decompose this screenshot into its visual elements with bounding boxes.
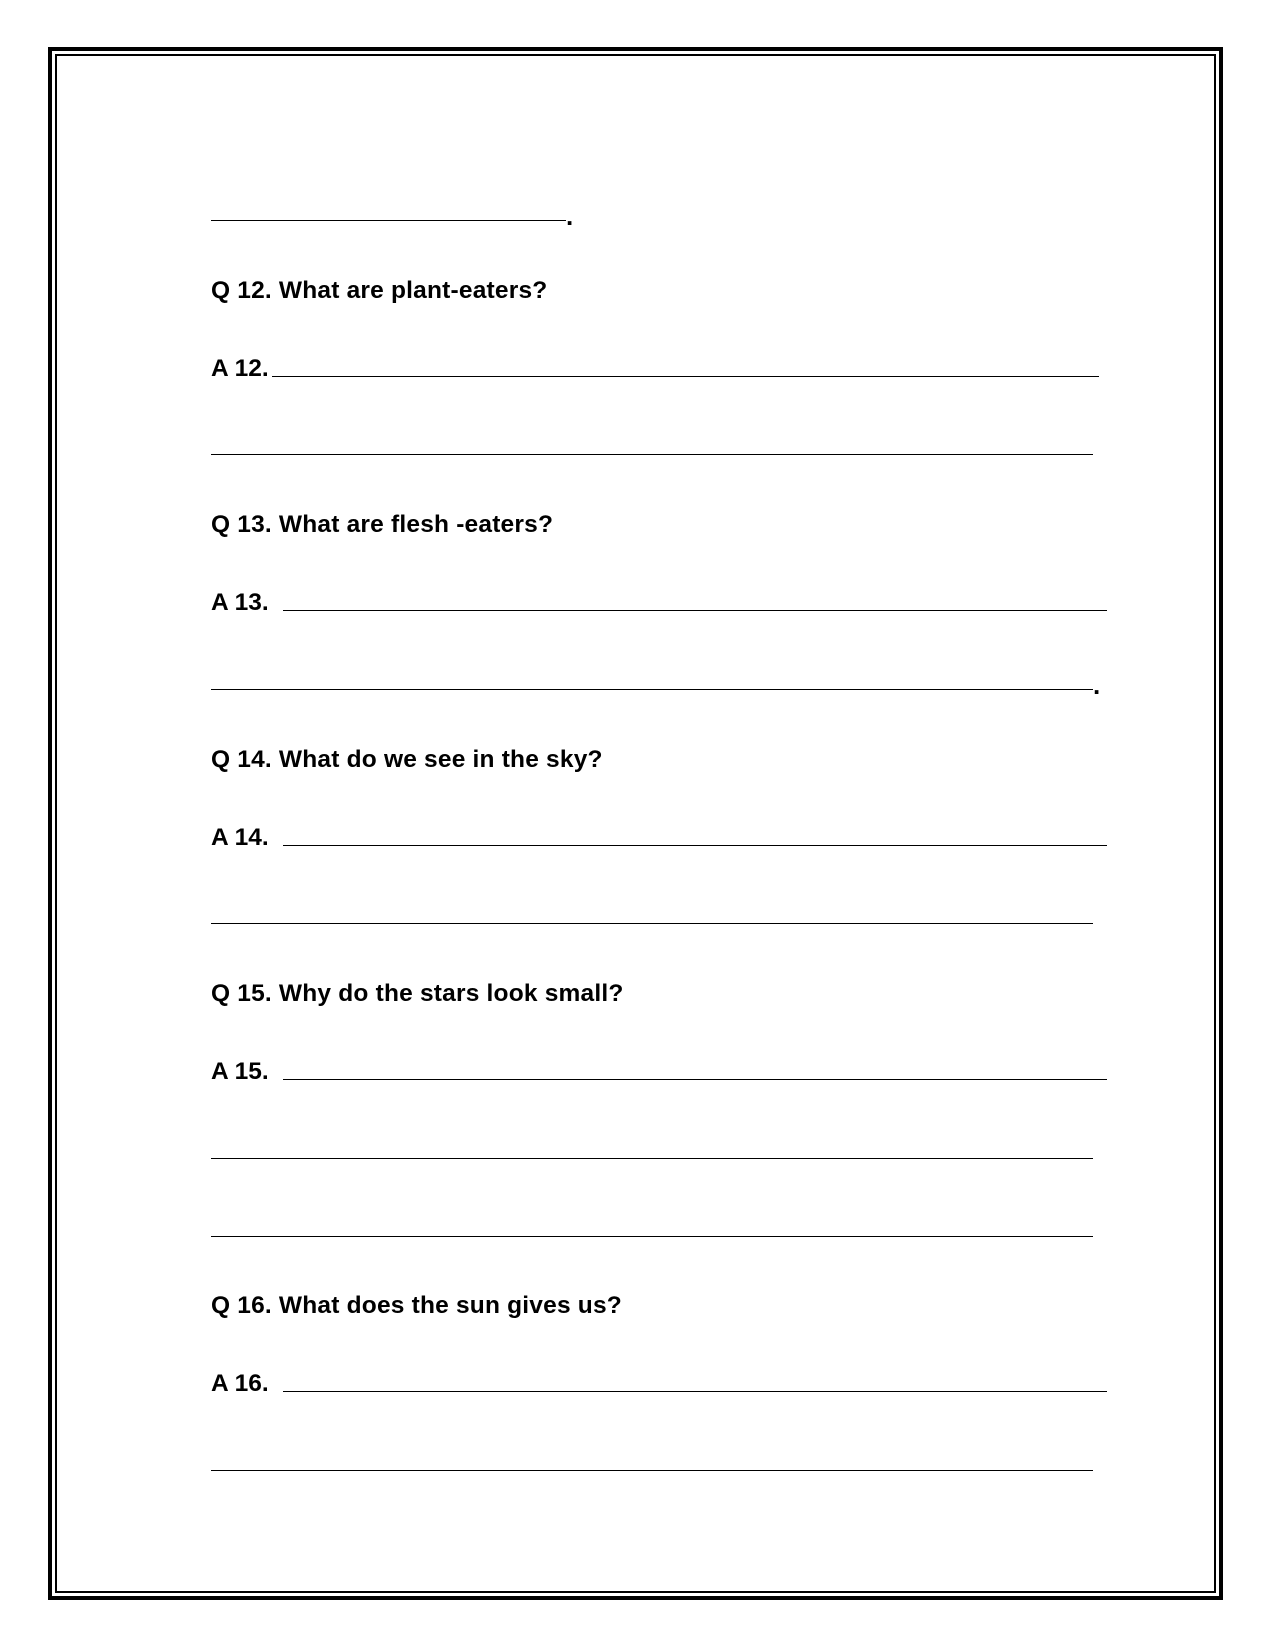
answer-line-15-2[interactable] xyxy=(211,1158,1093,1159)
answer-line-14-1[interactable] xyxy=(283,845,1107,846)
answer-line-12-2[interactable] xyxy=(211,454,1093,455)
question-13: Q 13. What are flesh -eaters? xyxy=(211,511,554,538)
answer-label-14: A 14. xyxy=(211,824,269,851)
answer-label-12: A 12. xyxy=(211,355,269,382)
line-end-period: . xyxy=(566,201,574,231)
answer-label-16: A 16. xyxy=(211,1370,269,1397)
question-12: Q 12. What are plant-eaters? xyxy=(211,277,548,304)
answer-line-13-2[interactable] xyxy=(211,689,1093,690)
answer-line-12-1[interactable] xyxy=(272,376,1099,377)
answer-line-carryover[interactable] xyxy=(211,220,566,221)
answer-label-13: A 13. xyxy=(211,589,269,616)
answer-line-15-1[interactable] xyxy=(283,1079,1107,1080)
answer-line-16-2[interactable] xyxy=(211,1470,1093,1471)
answer-label-15: A 15. xyxy=(211,1058,269,1085)
answer-line-13-1[interactable] xyxy=(283,610,1107,611)
line-end-period: . xyxy=(1093,670,1101,700)
answer-line-15-3[interactable] xyxy=(211,1236,1093,1237)
question-16: Q 16. What does the sun gives us? xyxy=(211,1292,622,1319)
answer-line-16-1[interactable] xyxy=(283,1391,1107,1392)
question-15: Q 15. Why do the stars look small? xyxy=(211,980,624,1007)
question-14: Q 14. What do we see in the sky? xyxy=(211,746,603,773)
answer-line-14-2[interactable] xyxy=(211,923,1093,924)
